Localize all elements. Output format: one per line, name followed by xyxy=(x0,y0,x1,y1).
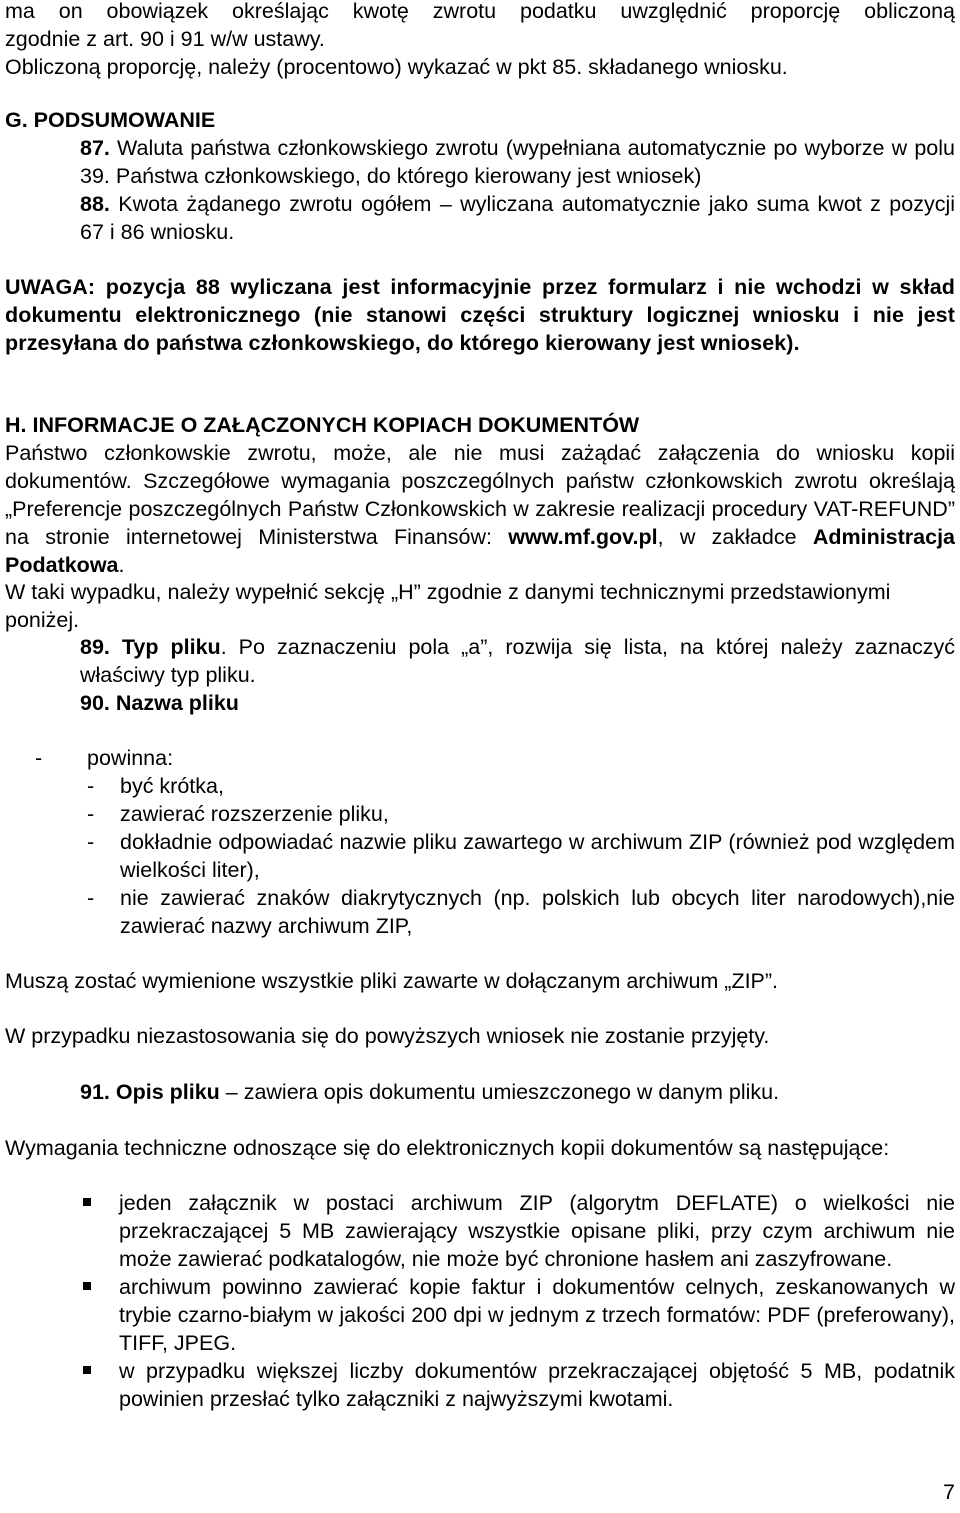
section-h-text-b: , w zakładce xyxy=(657,525,813,549)
rule-text: być krótka, xyxy=(120,774,224,798)
tech-item xyxy=(5,1273,955,1357)
tech-requirements-list xyxy=(5,1189,955,1413)
administracja-podatkowa-tab: Administracja Podatkowa xyxy=(5,525,956,577)
item-91-label: 91. Opis pliku xyxy=(80,1080,220,1104)
item-89 xyxy=(80,633,955,689)
item-88 xyxy=(80,190,955,246)
rule-item xyxy=(87,800,955,828)
rules-list xyxy=(87,772,955,940)
item-87 xyxy=(80,134,955,190)
section-h-note: W taki wypadku, należy wypełnić sekcję „H” zgodnie z danymi technicznymi przedstawionymi poniżej. xyxy=(5,580,891,632)
intro-line-1: ma on obowiązek określając kwotę zwrotu podatku uwzględnić proporcję obliczoną xyxy=(5,0,955,23)
item-90-label: 90. Nazwa pliku xyxy=(80,691,239,715)
item-87-number: 87. xyxy=(80,136,110,160)
rule-dash: - xyxy=(87,886,95,910)
rule-item xyxy=(87,772,955,800)
section-g-heading: G. PODSUMOWANIE xyxy=(5,108,216,132)
rule-item xyxy=(87,884,955,940)
section-h-paragraph xyxy=(5,439,955,579)
page-number: 7 xyxy=(943,1480,955,1504)
uwaga-note: UWAGA: pozycja 88 wyliczana jest informacyjnie przez formularz i nie wchodzi w skład dokumentu elektronicznego (nie stanowi części struktury logicznej wniosku i nie jest przesyłana do państwa członkowskiego, do którego kierowany jest wniosek). xyxy=(5,275,955,355)
item-87-text: Waluta państwa członkowskiego zwrotu (wypełniana automatycznie po wyborze w polu 39. Państwa członkowskiego, do którego kierowany jest wniosek) xyxy=(80,136,955,188)
rule-text: nie zawierać znaków diakrytycznych (np. polskich lub obcych liter narodowych),nie zawierać nazwy archiwum ZIP, xyxy=(120,886,955,938)
rule-dash: - xyxy=(87,830,95,854)
section-h-heading: H. INFORMACJE O ZAŁĄCZONYCH KOPIACH DOKUMENTÓW xyxy=(5,413,640,437)
file-name-rules xyxy=(35,744,955,938)
rule-dash: - xyxy=(87,802,95,826)
rules-lead-text: powinna: xyxy=(87,746,174,770)
rule-text: zawierać rozszerzenie pliku, xyxy=(120,802,389,826)
rules-lead-dash: - xyxy=(35,746,43,770)
intro-line-3: Obliczoną proporcję, należy (procentowo) wykazać w pkt 85. składanego wniosku. xyxy=(5,55,788,79)
rule-item xyxy=(87,828,955,884)
section-h-text-end: . xyxy=(118,553,125,577)
item-88-text: Kwota żądanego zwrotu ogółem – wyliczana automatycznie jako suma kwot z pozycji 67 i 86 wniosku. xyxy=(80,192,955,244)
square-bullet-icon xyxy=(83,1282,91,1290)
mf-website-link[interactable]: www.mf.gov.pl xyxy=(508,525,658,549)
item-89-text: . Po zaznaczeniu pola „a”, rozwija się lista, na której należy zaznaczyć właściwy typ pliku. xyxy=(80,635,955,687)
tech-item-text: jeden załącznik w postaci archiwum ZIP (algorytm DEFLATE) o wielkości nie przekraczającej 5 MB zawierający wszystkie opisane pliki, przy czym archiwum nie może zawierać podkatalogów, nie może być chronione hasłem ani zaszyfrowane. xyxy=(119,1191,955,1271)
item-88-number: 88. xyxy=(80,192,110,216)
must-list-note: Muszą zostać wymienione wszystkie pliki zawarte w dołączanym archiwum „ZIP”. xyxy=(5,969,779,993)
rejection-note: W przypadku niezastosowania się do powyższych wniosek nie zostanie przyjęty. xyxy=(5,1024,770,1048)
item-91-text: – zawiera opis dokumentu umieszczonego w danym pliku. xyxy=(219,1080,780,1104)
rule-dash: - xyxy=(87,774,95,798)
rule-text: dokładnie odpowiadać nazwie pliku zawartego w archiwum ZIP (również pod względem wielkości liter), xyxy=(120,830,955,882)
tech-item xyxy=(5,1189,955,1273)
tech-item-text: archiwum powinno zawierać kopie faktur i dokumentów celnych, zeskanowanych w trybie czarno-białym w jakości 200 dpi w jednym z trzech formatów: PDF (preferowany), TIFF, JPEG. xyxy=(119,1275,955,1355)
square-bullet-icon xyxy=(83,1198,91,1206)
tech-item-text: w przypadku większej liczby dokumentów przekraczającej objętość 5 MB, podatnik powinien przesłać tylko załączniki z najwyższymi kwotami. xyxy=(119,1359,955,1411)
rules-lead xyxy=(35,744,955,772)
section-h-text-a: Państwo członkowskie zwrotu, może, ale nie musi zażądać załączenia do wniosku kopii dokumentów. Szczegółowe wymagania poszczególnych państw członkowskich zwrotu określają „Preferencje poszczególnych Państw Członkowskich w zakresie realizacji procedury VAT-REFUND” na stronie internetowej Ministerstwa Finansów: xyxy=(5,441,955,549)
item-91 xyxy=(80,1078,779,1106)
tech-item xyxy=(5,1357,955,1413)
intro-line-2: zgodnie z art. 90 i 91 w/w ustawy. xyxy=(5,27,325,51)
tech-intro: Wymagania techniczne odnoszące się do elektronicznych kopii dokumentów są następujące: xyxy=(5,1136,890,1160)
square-bullet-icon xyxy=(83,1366,91,1374)
item-89-label: 89. Typ pliku xyxy=(80,635,221,659)
